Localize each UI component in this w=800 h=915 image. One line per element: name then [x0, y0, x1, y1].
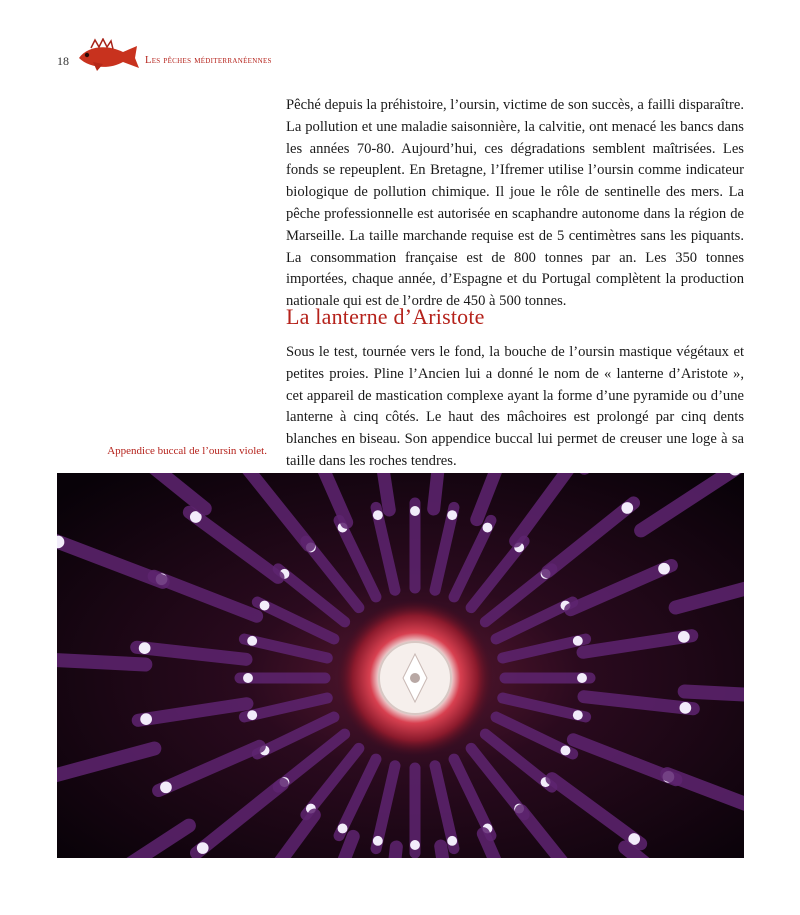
sea-urchin-photo [57, 473, 744, 858]
section-title: La lanterne d’Aristote [286, 304, 485, 329]
page-number: 18 [57, 54, 69, 68]
red-fish-icon [73, 38, 143, 74]
running-head: Les pêches méditerranéennes [145, 55, 272, 66]
body-paragraph: Pêché depuis la préhistoire, l’oursin, victime de son succès, a failli disparaître. La pollution et une maladie saisonnière, la calvitie, ont menacé les bancs dans les années 70-80. Aujourd’hui, ces dégradations semblent maîtrisées. Les fonds se repeuplent. En Bretagne, l’Ifremer utilise l’oursin comme indicateur biologique de pollution chimique. Il joue le rôle de sentinelle des mers. La pêche professionnelle est autorisée en scaphandre autonome dans la région de Marseille. La taille marchande requise est de 5 centimètres sans les piquants. La consommation française est de 800 tonnes par an. Les 350 tonnes importées, chaque année, d’Espagne et du Portugal complètent la production nationale qui est de l’ordre de 450 à 500 tonnes. [286, 97, 744, 310]
body-paragraph: Sous le test, tournée vers le fond, la bouche de l’oursin mastique végétaux et petites proies. Pline l’Ancien lui a donné le nom de « lanterne d’Aristote », cet appareil de mastication complexe ayant la forme d’une pyramide ou d’une lanterne à cinq côtés. Le haut des mâchoires est prolongé par cinq dents blanches en biseau. Son appendice buccal lui permet de creuser une loge à sa taille dans les roches tendres. [286, 344, 744, 469]
figure-caption: Appendice buccal de l’oursin violet. [107, 445, 267, 457]
